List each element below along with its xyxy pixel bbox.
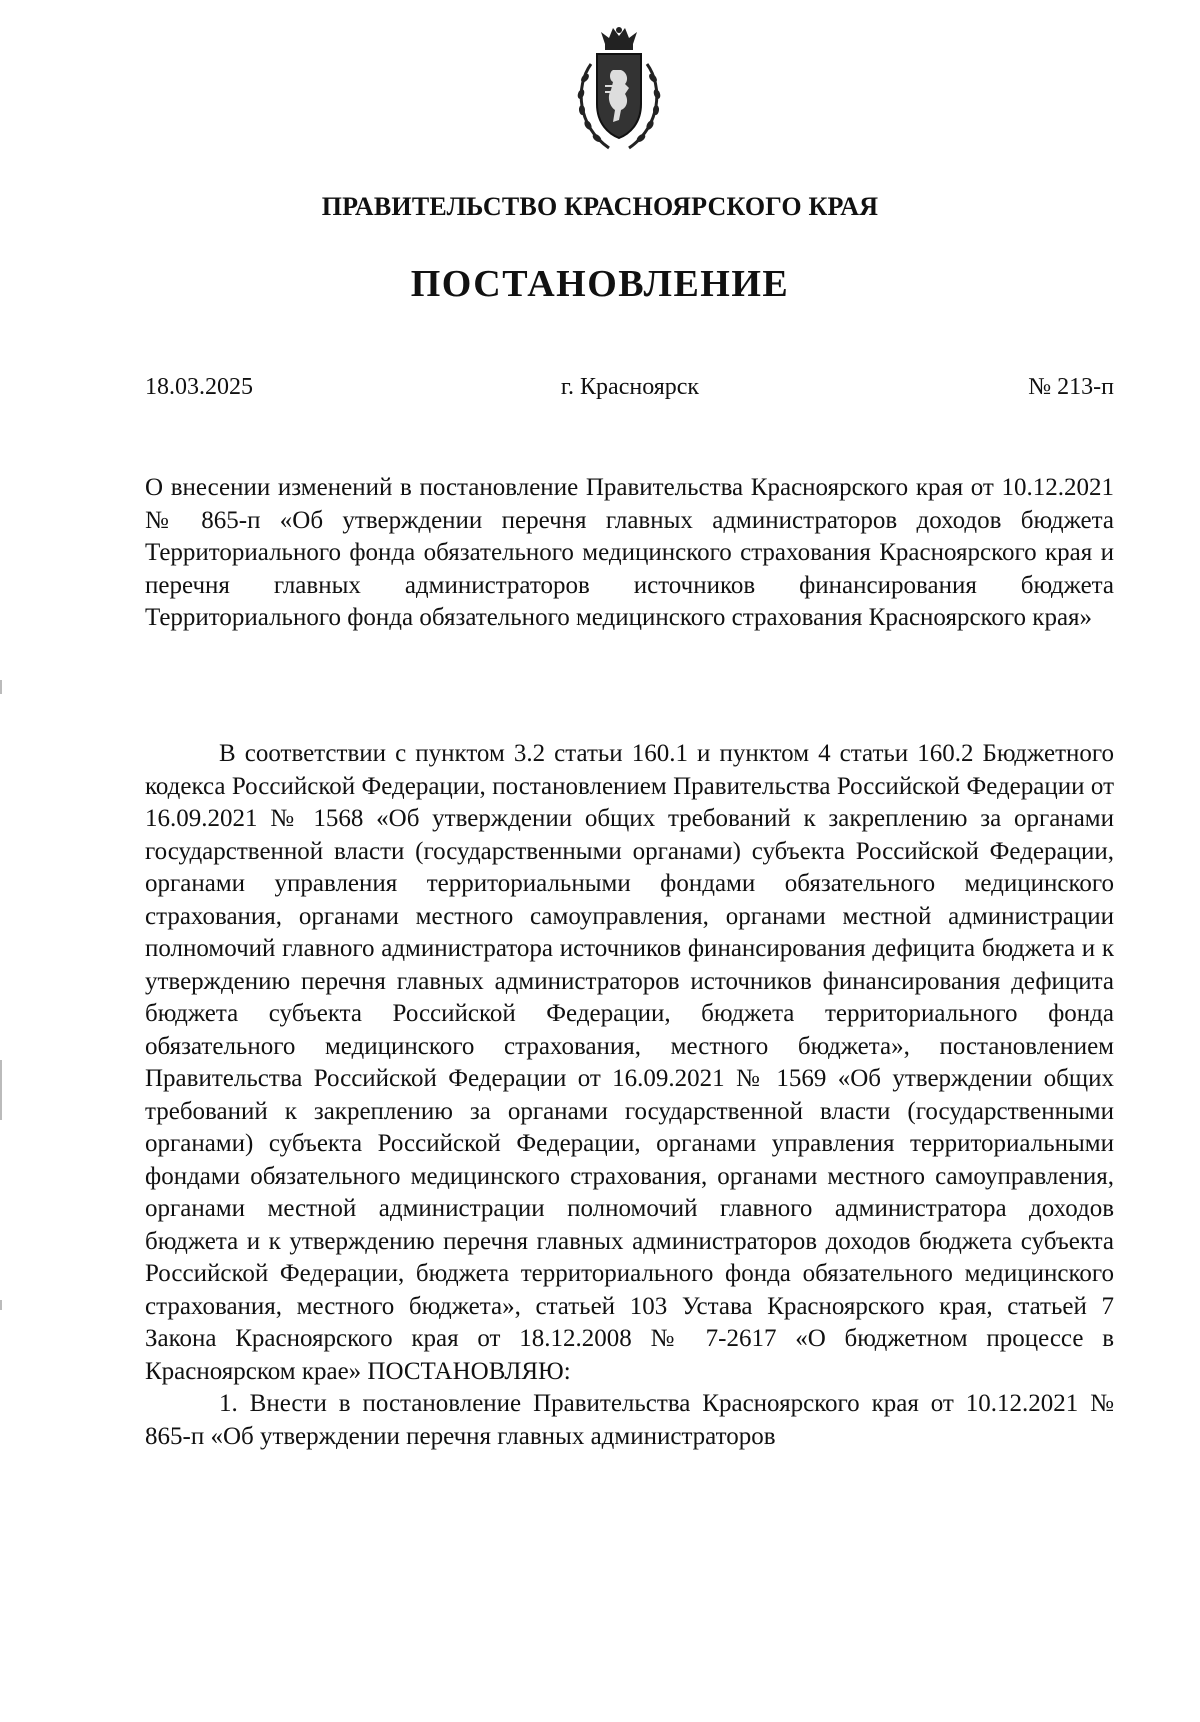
document-subject: О внесении изменений в постановление Правительства Красноярского края от 10.12.2021 № 865-п «Об утверждении перечня главных администраторов доходов бюджета Территориального фонда обязательного медицинского страхования Красноярского края и перечня главных администраторов источников финансирования бюджета Территориального фонда обязательного медицинского страхования Красноярского края» <box>145 474 1114 631</box>
coat-of-arms-icon <box>569 26 669 158</box>
document-body <box>145 738 1114 1453</box>
scan-mark <box>0 1300 2 1310</box>
scan-mark <box>0 1060 2 1120</box>
document-type-title: ПОСТАНОВЛЕНИЕ <box>410 263 790 305</box>
scan-mark <box>0 680 2 694</box>
item-1-paragraph: 1. Внести в постановление Правительства Красноярского края от 10.12.2021 № 865-п «Об утверждении перечня главных администраторов <box>145 1390 1114 1450</box>
preamble-paragraph: В соответствии с пунктом 3.2 статьи 160.1 и пунктом 4 статьи 160.2 Бюджетного кодекса Российской Федерации, постановлением Правительства Российской Федерации от 16.09.2021 № 1568 «Об утверждении общих требований к закреплению за органами государственной власти (государственными органами) субъекта Российской Федерации, органами управления территориальными фондами обязательного медицинского страхования, органами местного самоуправления, органами местной администрации полномочий главного администратора источников финансирования дефицита бюджета и к утверждению перечня главных администраторов источников финансирования дефицита бюджета субъекта Российской Федерации, бюджета территориального фонда обязательного медицинского страхования, местного бюджета», постановлением Правительства Российской Федерации от 16.09.2021 № 1569 «Об утверждении общих требований к закреплению за органами государственной власти (государственными органами) субъекта Российской Федерации, органами управления территориальными фондами обязательного медицинского страхования, органами местного самоуправления, органами местной администрации полномочий главного администратора доходов бюджета и к утверждению перечня главных администраторов доходов бюджета субъекта Российской Федерации, бюджета территориального фонда обязательного медицинского страхования, местного бюджета», статьей 103 Устава Красноярского края, статьей 7 Закона Красноярского края от 18.12.2008 № 7-2617 «О бюджетном процессе в Красноярском крае» ПОСТАНОВЛЯЮ: <box>145 740 1114 1385</box>
document-number: № 213-п <box>1028 374 1114 400</box>
document-date: 18.03.2025 <box>145 374 253 400</box>
organization-name: ПРАВИТЕЛЬСТВО КРАСНОЯРСКОГО КРАЯ <box>321 192 879 221</box>
document-city: г. Красноярск <box>560 374 700 400</box>
